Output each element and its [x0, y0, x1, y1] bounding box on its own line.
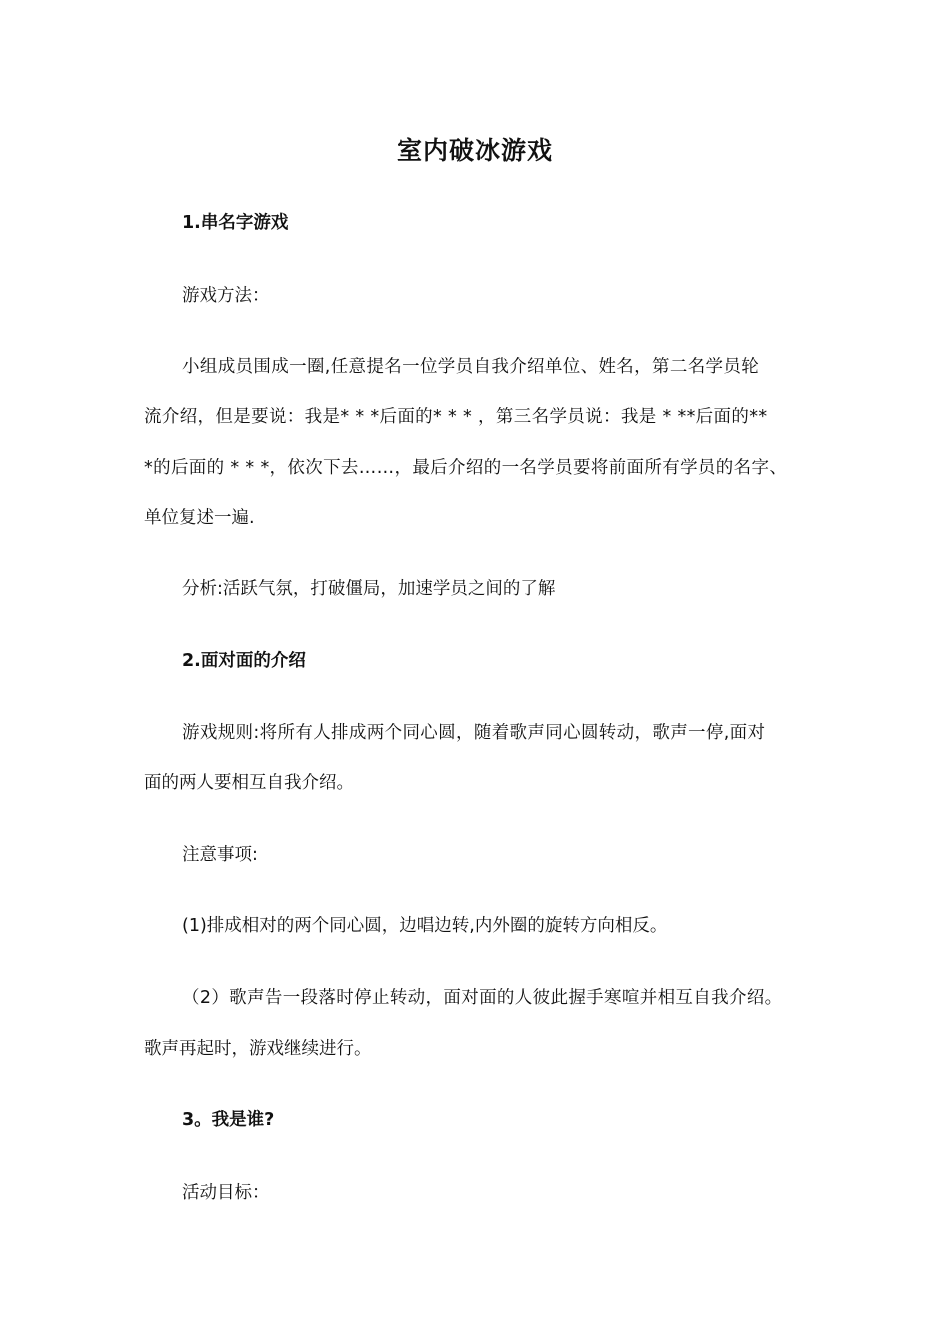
section-3-goal-label: 活动目标：: [182, 1183, 270, 1203]
section-3-heading: 3。我是谁?: [182, 1110, 275, 1130]
section-2-note-2-line-2: 歌声再起时，游戏继续进行。: [144, 1039, 372, 1059]
section-2-rule-line-2: 面的两人要相互自我介绍。: [144, 773, 354, 793]
section-1-analysis: 分析:活跃气氛，打破僵局，加速学员之间的了解: [182, 579, 556, 599]
section-1-paragraph-line-2: 流介绍，但是要说：我是* * *后面的* * * ，第三名学员说：我是 * **后面的**: [144, 407, 768, 427]
section-2-heading: 2.面对面的介绍: [182, 651, 306, 671]
section-1-method-label: 游戏方法：: [182, 286, 270, 306]
section-1-paragraph-line-3: *的后面的 * * *，依次下去……，最后介绍的一名学员要将前面所有学员的名字、: [144, 458, 788, 478]
section-2-note-1: (1)排成相对的两个同心圆，边唱边转,内外圈的旋转方向相反。: [182, 916, 668, 936]
section-1-paragraph-line-4: 单位复述一遍.: [144, 508, 255, 528]
section-2-note-2-line-1: （2）歌声告一段落时停止转动，面对面的人彼此握手寒喧并相互自我介绍。: [182, 988, 783, 1008]
section-1-heading: 1.串名字游戏: [182, 213, 289, 233]
document-title: 室内破冰游戏: [396, 136, 553, 165]
section-2-notes-label: 注意事项:: [182, 845, 258, 865]
section-1-paragraph-line-1: 小组成员围成一圈,任意提名一位学员自我介绍单位、姓名，第二名学员轮: [182, 357, 760, 377]
section-2-rule-line-1: 游戏规则:将所有人排成两个同心圆，随着歌声同心圆转动，歌声一停,面对: [182, 723, 766, 743]
